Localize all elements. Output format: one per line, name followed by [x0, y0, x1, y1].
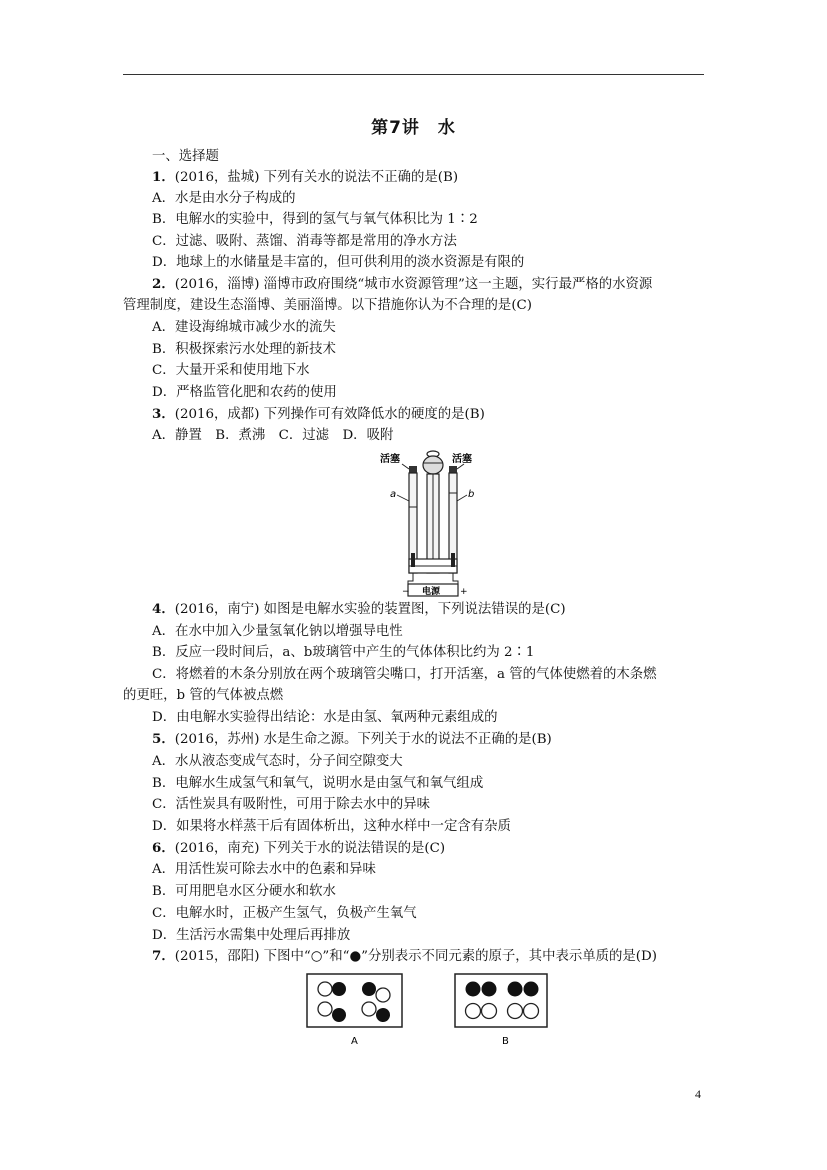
- question-stem: (2016，淄博) 淄博市政府围绕“城市水资源管理”这一主题，实行最严格的水资源: [174, 277, 653, 292]
- white-atom-icon: [376, 988, 390, 1002]
- option-continued: 的更旺，b 管的气体被点燃: [123, 688, 284, 703]
- question-stem: (2016，南充) 下列关于水的说法错误的是(C): [174, 841, 446, 856]
- question-6: [152, 838, 742, 859]
- section-heading: 一、选择题: [152, 149, 219, 164]
- question-stem-continued: 管理制度，建设生态淄博、美丽淄博。以下措施你认为不合理的是(C): [123, 298, 533, 313]
- white-atom-icon: [466, 1004, 481, 1019]
- question-7: [152, 946, 742, 967]
- option: C．活性炭具有吸附性，可用于除去水中的异味: [152, 797, 431, 812]
- stopcock-left-icon: [409, 466, 417, 473]
- options-line: A．静置 B．煮沸 C．过滤 D．吸附: [152, 428, 394, 443]
- option: A．在水中加入少量氢氧化钠以增强导电性: [152, 624, 403, 639]
- option: C．大量开采和使用地下水: [152, 363, 310, 378]
- black-atom-icon: [332, 1008, 346, 1022]
- question-number: 3．: [152, 406, 175, 422]
- electrolysis-apparatus-figure: [378, 445, 488, 597]
- minus-sign: −: [402, 587, 410, 597]
- option: D．如果将水样蒸干后有固体析出，这种水样中一定含有杂质: [152, 819, 511, 834]
- question-number: 6．: [152, 840, 175, 856]
- question-stem: (2016，成都) 下列操作可有效降低水的硬度的是(B): [174, 407, 485, 422]
- black-atom-icon: [482, 982, 497, 997]
- white-atom-icon: [524, 1004, 539, 1019]
- white-atom-icon: [482, 1004, 497, 1019]
- model-a-label: A: [351, 1036, 358, 1047]
- power-supply-label: 电源: [422, 587, 441, 597]
- plus-sign: +: [460, 587, 468, 597]
- option: B．电解水生成氢气和氧气，说明水是由氢气和氧气组成: [152, 776, 484, 791]
- white-atom-icon: [318, 1002, 332, 1016]
- tube-a-label: a: [390, 489, 397, 500]
- question-1: [152, 167, 742, 188]
- tube-b-label: b: [468, 489, 475, 500]
- option: C．将燃着的木条分别放在两个玻璃管尖嘴口，打开活塞，a 管的气体使燃着的木条燃: [152, 667, 657, 682]
- question-stem: (2015，邵阳) 下图中“○”和“●”分别表示不同元素的原子，其中表示单质的是(D): [174, 949, 657, 964]
- header-rule: [123, 74, 704, 75]
- white-atom-icon: [508, 1004, 523, 1019]
- question-number: 5．: [152, 731, 175, 747]
- model-b-label: B: [502, 1036, 509, 1047]
- option: B．可用肥皂水区分硬水和软水: [152, 884, 336, 899]
- white-atom-icon: [362, 1002, 376, 1016]
- white-atom-icon: [318, 982, 332, 996]
- option: A．水是由水分子构成的: [152, 191, 296, 206]
- question-3: [152, 404, 742, 425]
- question-4: [152, 599, 742, 620]
- option: B．积极探索污水处理的新技术: [152, 342, 336, 357]
- black-atom-icon: [376, 1008, 390, 1022]
- option: B．反应一段时间后，a、b玻璃管中产生的气体体积比约为 2∶1: [152, 645, 535, 660]
- stopcock-right-label: 活塞: [452, 454, 472, 465]
- black-atom-icon: [466, 982, 481, 997]
- option: C．过滤、吸附、蒸馏、消毒等都是常用的净水方法: [152, 234, 457, 249]
- option: C．电解水时，正极产生氢气，负极产生氧气: [152, 906, 417, 921]
- option: A．水从液态变成气态时，分子间空隙变大: [152, 754, 403, 769]
- question-stem: (2016，苏州) 水是生命之源。下列关于水的说法不正确的是(B): [174, 732, 552, 747]
- option: A．建设海绵城市减少水的流失: [152, 320, 336, 335]
- black-atom-icon: [524, 982, 539, 997]
- question-number: 1．: [152, 169, 175, 185]
- question-2: [152, 274, 742, 295]
- question-stem: (2016，南宁) 如图是电解水实验的装置图，下列说法错误的是(C): [174, 602, 566, 617]
- question-number: 7．: [152, 948, 175, 964]
- stopcock-right-icon: [449, 466, 457, 473]
- page-number: 4: [695, 1087, 701, 1101]
- question-number: 4．: [152, 601, 175, 617]
- particle-model-figure: [305, 972, 550, 1052]
- black-atom-icon: [332, 982, 346, 996]
- page-title: 第7讲 水: [371, 118, 456, 138]
- option: B．电解水的实验中，得到的氢气与氧气体积比为 1∶2: [152, 212, 478, 227]
- black-atom-icon: [362, 982, 376, 996]
- option: D．严格监管化肥和农药的使用: [152, 385, 337, 400]
- black-atom-icon: [508, 982, 523, 997]
- question-number: 2．: [152, 276, 175, 292]
- question-5: [152, 729, 742, 750]
- option: D．地球上的水储量是丰富的，但可供利用的淡水资源是有限的: [152, 255, 525, 270]
- stopcock-left-label: 活塞: [380, 454, 400, 465]
- option: D．由电解水实验得出结论：水是由氢、氧两种元素组成的: [152, 710, 498, 725]
- option: A．用活性炭可除去水中的色素和异味: [152, 862, 376, 877]
- question-stem: (2016，盐城) 下列有关水的说法不正确的是(B): [174, 170, 459, 185]
- option: D．生活污水需集中处理后再排放: [152, 928, 351, 943]
